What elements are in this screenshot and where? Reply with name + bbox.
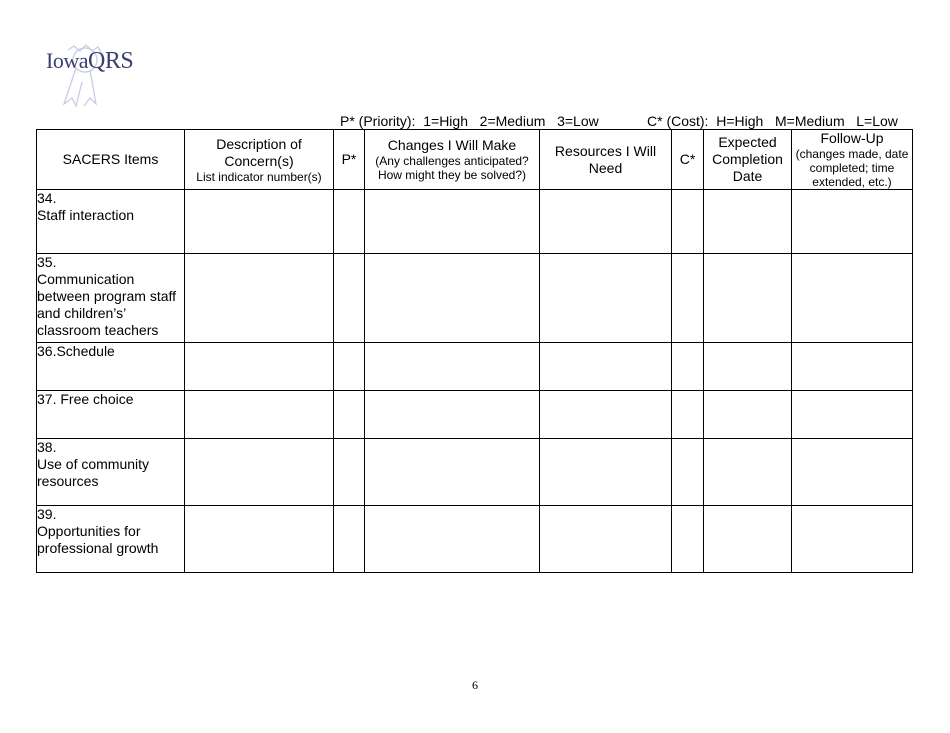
item-cell — [37, 439, 185, 506]
changes-cell[interactable] — [365, 190, 540, 254]
table-row — [37, 190, 913, 254]
description-cell[interactable] — [185, 190, 334, 254]
logo-text: IowaQRS — [46, 48, 134, 74]
improvement-plan-table — [36, 129, 913, 573]
priority-cell[interactable] — [334, 439, 365, 506]
item-number: 39. — [37, 506, 57, 522]
cost-cell[interactable] — [672, 343, 704, 391]
expected-date-cell[interactable] — [704, 439, 792, 506]
priority-cell[interactable] — [334, 343, 365, 391]
header-description-main: Description of Concern(s) — [216, 135, 302, 169]
item-cell — [37, 391, 185, 439]
expected-date-cell[interactable] — [704, 254, 792, 343]
header-changes-main: Changes I Will Make — [387, 137, 517, 153]
header-expected-date: Expected Completion Date — [704, 130, 792, 190]
description-cell[interactable] — [185, 343, 334, 391]
header-sacers-items: SACERS Items — [37, 130, 185, 190]
resources-cell[interactable] — [540, 190, 672, 254]
table-row — [37, 254, 913, 343]
description-cell[interactable] — [185, 254, 334, 343]
follow-up-cell[interactable] — [792, 254, 913, 343]
header-description-sub: List indicator number(s) — [196, 169, 322, 184]
header-priority: P* — [334, 130, 365, 190]
item-label: Use of community resources — [37, 456, 150, 489]
changes-cell[interactable] — [365, 391, 540, 439]
changes-cell[interactable] — [365, 343, 540, 391]
follow-up-cell[interactable] — [792, 506, 913, 573]
item-label: Communication between program staff and children’s’ classroom teachers — [37, 271, 177, 338]
changes-cell[interactable] — [365, 506, 540, 573]
item-number: 38. — [37, 439, 57, 455]
description-cell[interactable] — [185, 506, 334, 573]
priority-cell[interactable] — [334, 254, 365, 343]
resources-cell[interactable] — [540, 254, 672, 343]
expected-date-cell[interactable] — [704, 190, 792, 254]
item-label: 36.Schedule — [37, 343, 115, 359]
description-cell[interactable] — [185, 391, 334, 439]
cost-cell[interactable] — [672, 254, 704, 343]
follow-up-cell[interactable] — [792, 343, 913, 391]
priority-cell[interactable] — [334, 190, 365, 254]
header-resources: Resources I Will Need — [540, 130, 672, 190]
table-row — [37, 506, 913, 573]
follow-up-cell[interactable] — [792, 391, 913, 439]
follow-up-cell[interactable] — [792, 439, 913, 506]
page-number: 6 — [472, 678, 478, 692]
item-cell — [37, 343, 185, 391]
expected-date-cell[interactable] — [704, 391, 792, 439]
header-follow-up — [792, 130, 913, 190]
cost-legend: C* (Cost): H=High M=Medium L=Low — [647, 113, 898, 129]
table-row — [37, 343, 913, 391]
resources-cell[interactable] — [540, 343, 672, 391]
item-label: Staff interaction — [37, 207, 135, 223]
resources-cell[interactable] — [540, 439, 672, 506]
header-row — [37, 130, 913, 190]
item-cell — [37, 190, 185, 254]
cost-cell[interactable] — [672, 190, 704, 254]
expected-date-cell[interactable] — [704, 343, 792, 391]
resources-cell[interactable] — [540, 506, 672, 573]
table-row — [37, 439, 913, 506]
header-description — [185, 130, 334, 190]
cost-cell[interactable] — [672, 391, 704, 439]
header-follow-up-main: Follow-Up — [820, 130, 884, 146]
expected-date-cell[interactable] — [704, 506, 792, 573]
priority-cell[interactable] — [334, 391, 365, 439]
header-cost: C* — [672, 130, 704, 190]
iowa-qrs-logo — [38, 42, 148, 114]
follow-up-cell[interactable] — [792, 190, 913, 254]
item-label: 37. Free choice — [37, 391, 134, 407]
table-row — [37, 391, 913, 439]
priority-legend: P* (Priority): 1=High 2=Medium 3=Low — [340, 113, 599, 129]
cost-cell[interactable] — [672, 506, 704, 573]
item-label: Opportunities for professional growth — [37, 523, 159, 556]
item-number: 35. — [37, 254, 57, 270]
resources-cell[interactable] — [540, 391, 672, 439]
item-number: 34. — [37, 190, 57, 206]
description-cell[interactable] — [185, 439, 334, 506]
header-changes-sub: (Any challenges anticipated? How might they be solved?) — [375, 154, 529, 182]
changes-cell[interactable] — [365, 254, 540, 343]
priority-cell[interactable] — [334, 506, 365, 573]
item-cell — [37, 254, 185, 343]
item-cell — [37, 506, 185, 573]
header-changes — [365, 130, 540, 190]
cost-cell[interactable] — [672, 439, 704, 506]
changes-cell[interactable] — [365, 439, 540, 506]
header-follow-up-sub: (changes made, date completed; time extended, etc.) — [795, 147, 909, 189]
